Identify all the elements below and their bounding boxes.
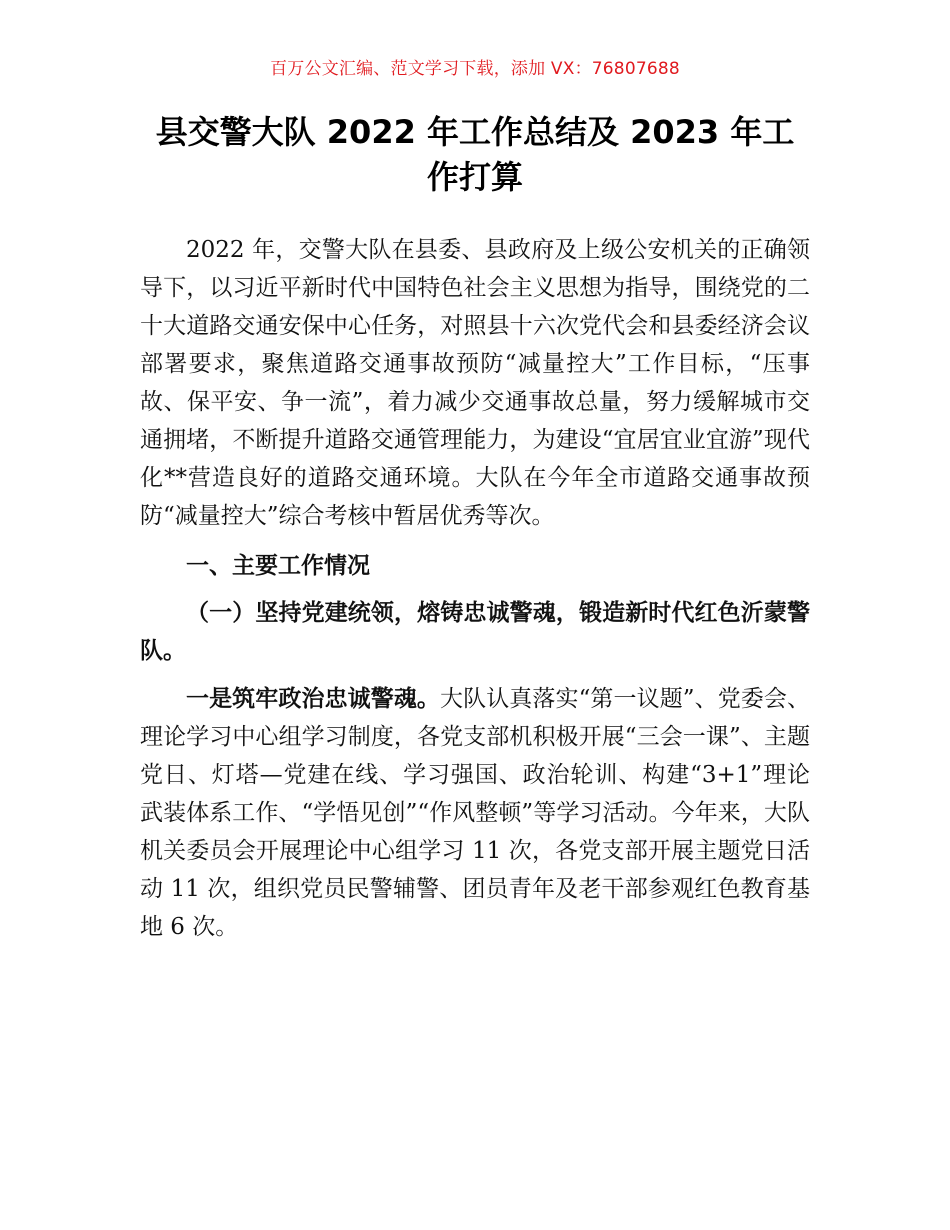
paragraph-text: 大队认真落实“第一议题”、党委会、理论学习中心组学习制度，各党支部机积极开展“三会一课”、主题党日、灯塔—党建在线、学习强国、政治轮训、构建“3+1”理论武装体系工作、“学悟见创”“作风整顿”等学习活动。今年来，大队机关委员会开展理论中心组学习 11 次，各党支部开展主题党日活动 11 次，组织党员民警辅警、团员青年及老干部参观红色教育基地 6 次。 [140, 686, 810, 940]
section-heading: 一、主要工作情况 [186, 553, 370, 579]
intro-paragraph: 2022 年，交警大队在县委、县政府及上级公安机关的正确领导下，以习近平新时代中国特色社会主义思想为指导，围绕党的二十大道路交通安保中心任务，对照县十六次党代会和县委经济会议部署要求，聚焦道路交通事故预防“减量控大”工作目标，“压事故、保平安、争一流”，着力减少交通事故总量，努力缓解城市交通拥堵，不断提升道路交通管理能力，为建设“宜居宜业宜游”现代化**营造良好的道路交通环境。大队在今年全市道路交通事故预防“减量控大”综合考核中暂居优秀等次。 [140, 237, 810, 529]
document-body [140, 231, 810, 946]
body-paragraph [140, 680, 810, 946]
subsection-heading: （一）坚持党建统领，熔铸忠诚警魂，锻造新时代红色沂蒙警队。 [140, 600, 810, 664]
header-banner: 百万公文汇编、范文学习下载，添加 VX：76807688 [270, 59, 680, 79]
document-title: 县交警大队 2022 年工作总结及 2023 年工作打算 [155, 113, 795, 196]
paragraph-lead: 一是筑牢政治忠诚警魂。 [186, 686, 441, 712]
